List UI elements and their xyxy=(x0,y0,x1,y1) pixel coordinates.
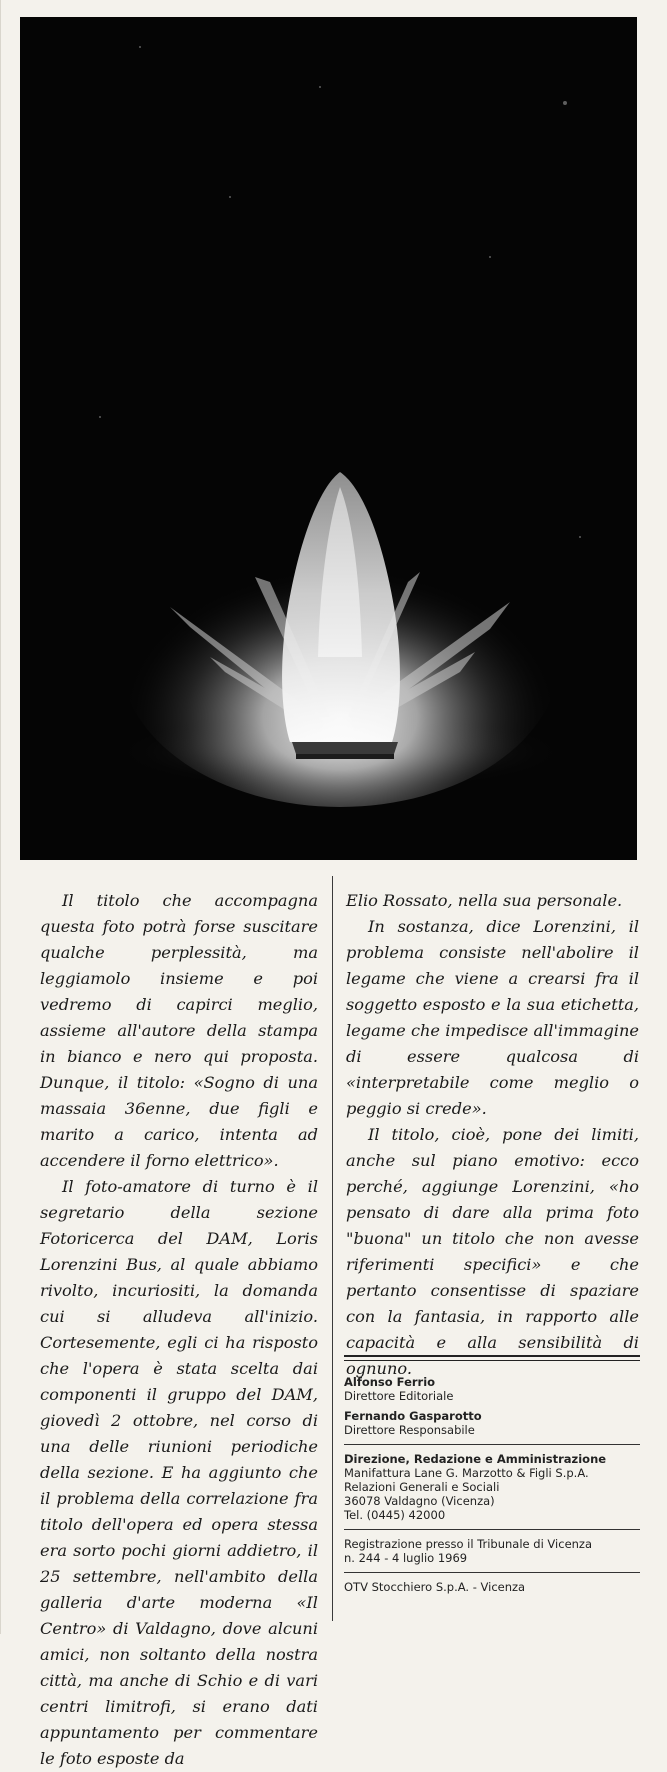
article-left-column xyxy=(40,888,318,1772)
article-right-column xyxy=(346,888,639,1382)
masthead-office xyxy=(344,1452,640,1522)
office-line: Relazioni Generali e Sociali xyxy=(344,1480,500,1494)
masthead-divider xyxy=(344,1572,640,1573)
masthead-responsible-director xyxy=(344,1409,640,1437)
office-heading: Direzione, Redazione e Amministrazione xyxy=(344,1452,607,1466)
fountain-photo xyxy=(20,17,637,860)
masthead-divider xyxy=(344,1444,640,1445)
fountain-photo-icon xyxy=(20,17,637,860)
masthead-divider xyxy=(344,1529,640,1530)
office-phone: Tel. (0445) 42000 xyxy=(344,1508,446,1522)
article-paragraph: Elio Rossato, nella sua personale. xyxy=(346,891,623,910)
editorial-director-name: Alfonso Ferrio xyxy=(344,1375,436,1389)
article-paragraph: Il titolo che accompagna questa foto potrà forse suscitare qualche perplessità, ma leggiamolo insieme e poi vedremo di capirci meglio, assieme all'autore della stampa in bianco e nero qui proposta. Dunque, il titolo: «Sogno di una massaia 36enne, due figli e marito a carico, intenta ad accendere il forno elettrico». xyxy=(40,891,318,1170)
registration-line: Registrazione presso il Tribunale di Vicenza xyxy=(344,1537,593,1551)
editorial-director-role: Direttore Editoriale xyxy=(344,1389,454,1403)
responsible-director-role: Direttore Responsabile xyxy=(344,1423,475,1437)
masthead-printer: OTV Stocchiero S.p.A. - Vicenza xyxy=(344,1580,526,1594)
office-line: 36078 Valdagno (Vicenza) xyxy=(344,1494,495,1508)
article-paragraph: Il foto-amatore di turno è il segretario della sezione Fotoricerca del DAM, Loris Lorenzini Bus, al quale abbiamo rivolto, incuriositi, la domanda cui si alludeva all'inizio. Cortesemente, egli ci ha risposto che l'opera è stata scelta dai componenti il gruppo del DAM, giovedì 2 ottobre, nel corso di una delle riunioni periodiche della sezione. E ha aggiunto che il problema della correlazione fra titolo dell'opera ed opera stessa era sorto pochi giorni addietro, il 25 settembre, nell'ambito della galleria d'arte moderna «Il Centro» di Valdagno, dove alcuni amici, non soltanto della nostra città, ma anche di Schio e di vari centri limitrofi, si erano dati appuntamento per commentare le foto esposte da xyxy=(40,1177,318,1768)
masthead xyxy=(344,1355,640,1594)
masthead-rule xyxy=(344,1355,640,1361)
registration-line: n. 244 - 4 luglio 1969 xyxy=(344,1551,468,1565)
office-line: Manifattura Lane G. Marzotto & Figli S.p.A. xyxy=(344,1466,589,1480)
masthead-registration xyxy=(344,1537,640,1565)
responsible-director-name: Fernando Gasparotto xyxy=(344,1409,482,1423)
column-divider xyxy=(332,876,333,1621)
masthead-editorial-director xyxy=(344,1375,640,1403)
article-paragraph: In sostanza, dice Lorenzini, il problema consiste nell'abolire il legame che viene a crearsi fra il soggetto esposto e la sua etichetta, legame che impedisce all'immagine di essere qualcosa di «interpretabile come meglio o peggio si crede». xyxy=(346,917,639,1118)
article-paragraph: Il titolo, cioè, pone dei limiti, anche sul piano emotivo: ecco perché, aggiunge Lorenzini, «ho pensato di dare alla prima foto "buona" un titolo che non avesse riferimenti specifici» e che pertanto consentisse di spaziare con la fantasia, in rapporto alle capacità e alla sensibilità di ognuno. xyxy=(346,1125,639,1378)
